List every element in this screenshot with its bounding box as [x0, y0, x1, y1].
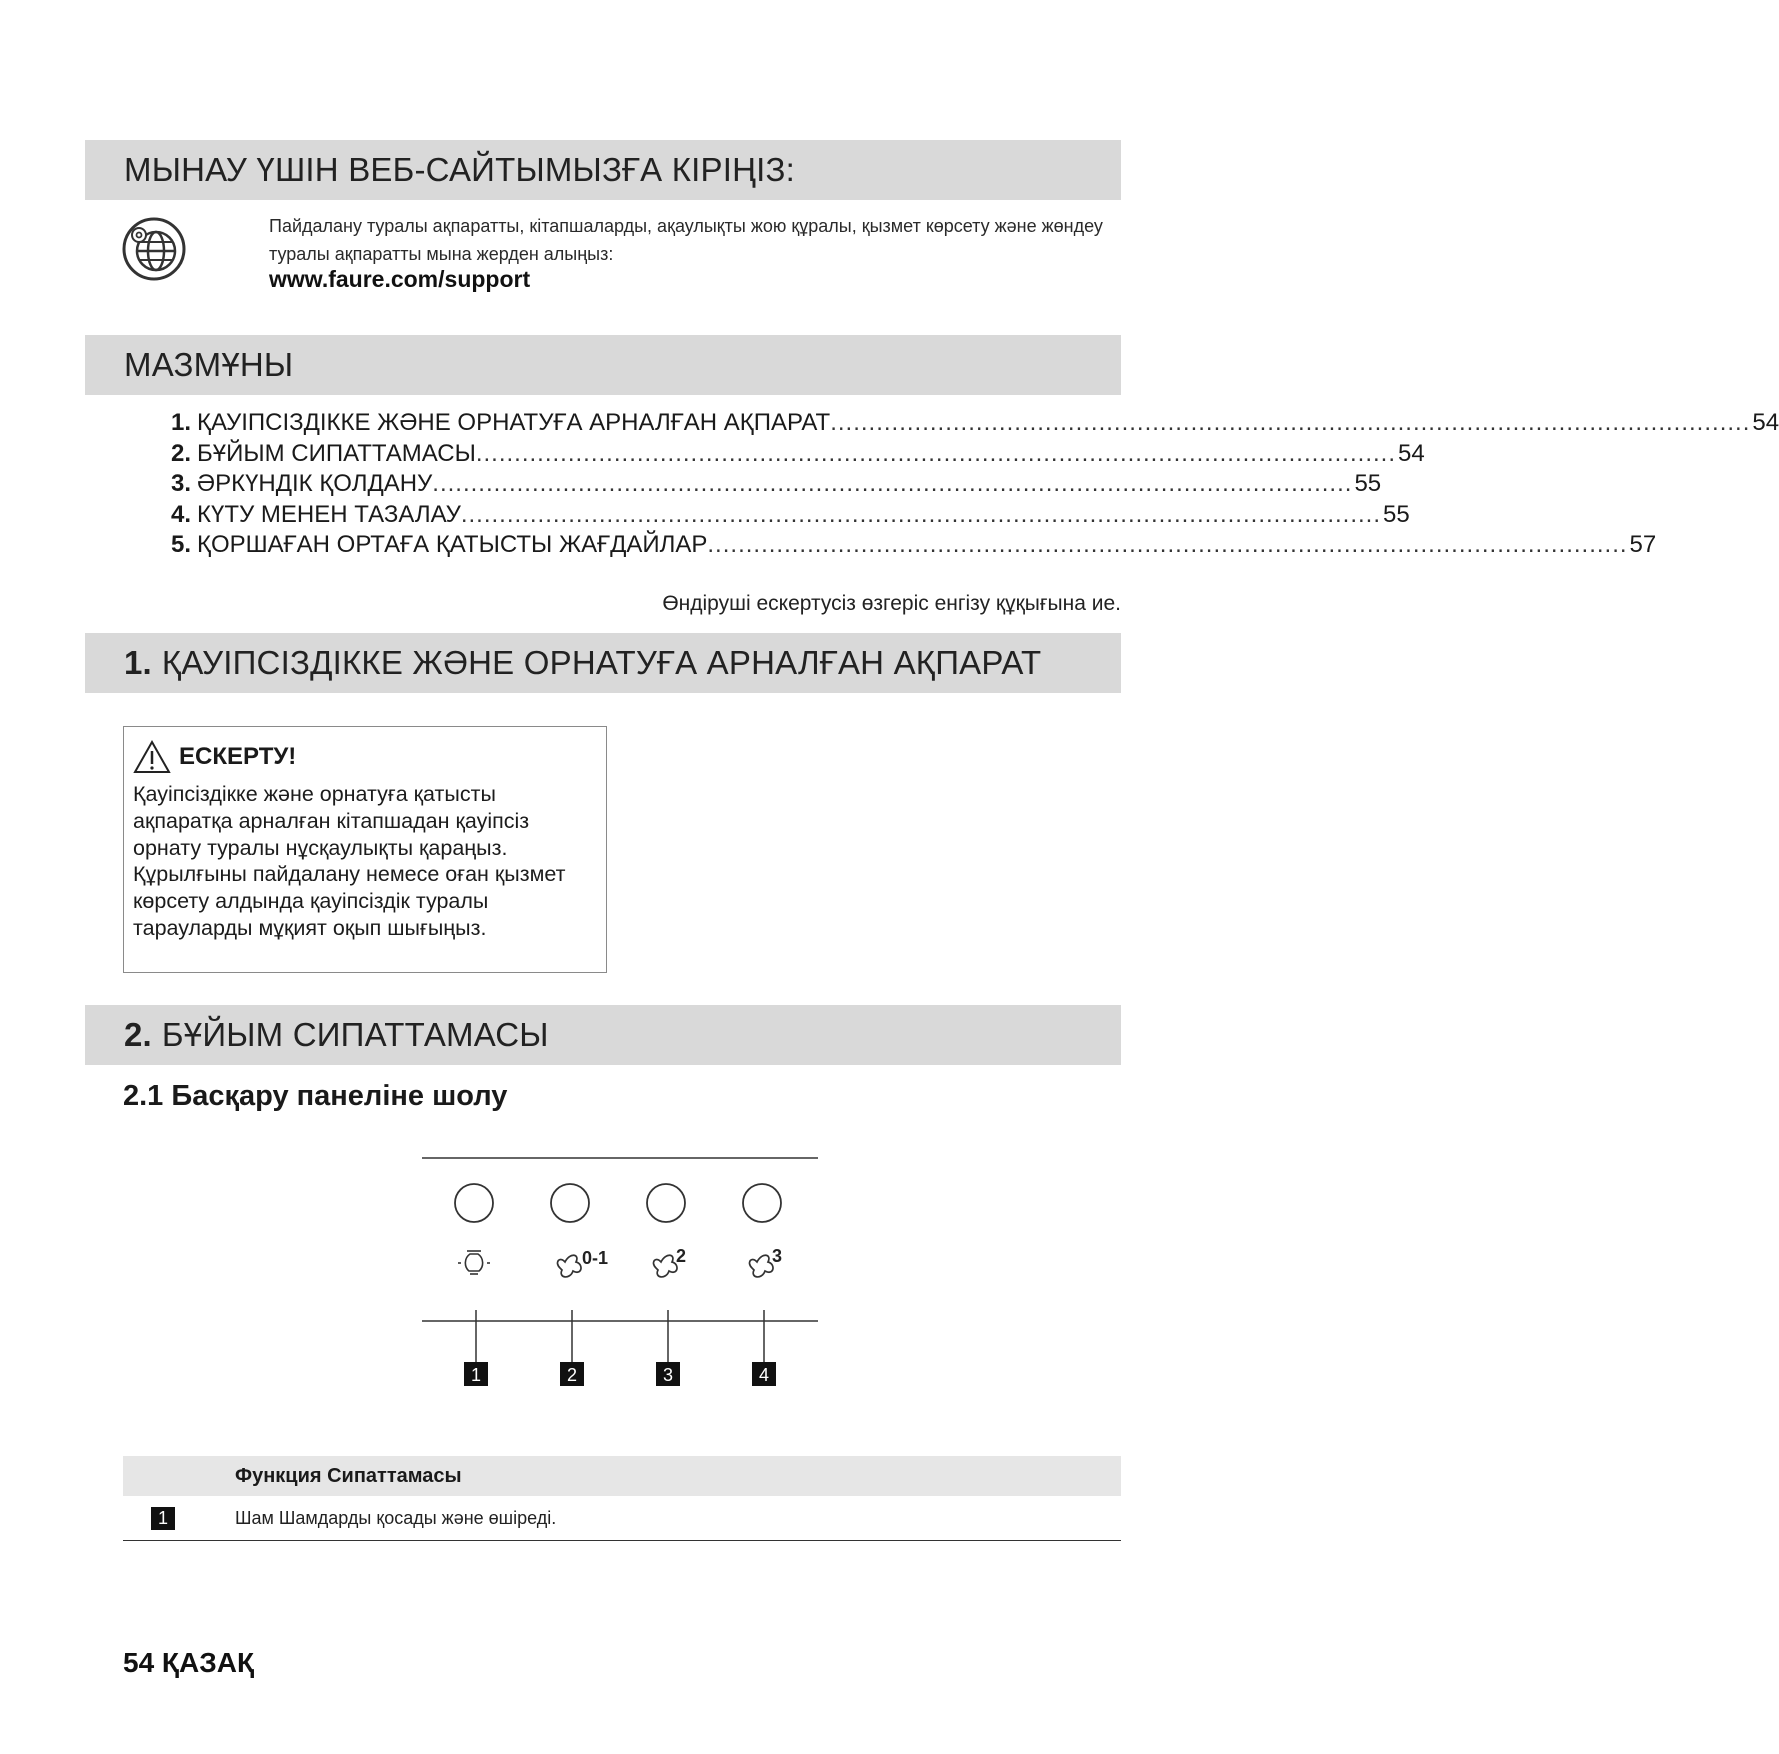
warning-text: Қауіпсіздікке және орнатуға қатысты ақпаратқа арналған кітапшадан қауіпсіз орнату туралы нұсқаулықты қараңыз. Құрылғыны пайдалану немесе оған қызмет көрсету алдында қауіпсіздік туралы тарауларды мұқият оқып шығыңыз. — [133, 782, 566, 940]
fan-label-0-1: 0-1 — [582, 1248, 609, 1268]
control-panel-diagram — [420, 1150, 820, 1400]
warning-title: ЕСКЕРТУ! — [179, 743, 297, 770]
toc-leader: ........................................................................................................................ — [707, 531, 1628, 559]
fan-speed-3-icon — [749, 1255, 773, 1277]
toc-leader: ........................................................................................................................ — [432, 470, 1353, 498]
button-2 — [551, 1184, 589, 1222]
toc-item[interactable]: 1. ҚАУІПСІЗДІККЕ ЖӘНЕ ОРНАТУҒА АРНАЛҒАН АҚПАРАТ ........................................................................................................................ 54 — [171, 409, 1779, 437]
section2-title: БҰЙЫМ СИПАТТАМАСЫ — [161, 1016, 549, 1053]
callout-1: 1 — [470, 1365, 482, 1385]
function-table — [123, 1456, 1121, 1541]
button-1 — [455, 1184, 493, 1222]
table-row — [123, 1496, 1121, 1541]
callout-2: 2 — [566, 1365, 578, 1385]
support-url[interactable]: www.faure.com/support — [269, 266, 531, 292]
page-footer: 54 ҚАЗАҚ — [123, 1647, 255, 1678]
button-3 — [647, 1184, 685, 1222]
website-heading-band — [85, 140, 1121, 200]
warning-box — [123, 726, 607, 973]
website-heading: МЫНАУ ҮШІН ВЕБ-САЙТЫМЫЗҒА КІРІҢІЗ: — [124, 151, 796, 188]
warning-triangle-icon — [133, 740, 171, 774]
row-description: Шам Шамдарды қосады және өшіреді. — [235, 1507, 557, 1528]
section1-number: 1. — [124, 644, 152, 681]
section2-number: 2. — [124, 1016, 152, 1053]
table-header: Функция Сипаттамасы — [123, 1456, 1121, 1496]
toc-leader: ........................................................................................................................ — [475, 439, 1396, 467]
fan-label-2: 2 — [676, 1246, 687, 1266]
globe-icon — [121, 216, 187, 282]
fan-speed-2-icon — [653, 1255, 677, 1277]
toc-heading-band — [85, 335, 1121, 395]
callout-3: 3 — [662, 1365, 674, 1385]
section2-heading-band — [85, 1005, 1121, 1065]
row-number-badge: 1 — [151, 1507, 175, 1530]
light-bulb-icon — [458, 1251, 490, 1274]
button-4 — [743, 1184, 781, 1222]
section1-title: ҚАУІПСІЗДІККЕ ЖӘНЕ ОРНАТУҒА АРНАЛҒАН АҚПАРАТ — [161, 644, 1042, 681]
toc-item[interactable]: 3. ӘРКҮНДІК ҚОЛДАНУ ........................................................................................................................ 55 — [171, 470, 1382, 498]
toc-heading: МАЗМҰНЫ — [124, 346, 294, 383]
toc-leader: ........................................................................................................................ — [460, 500, 1381, 528]
fan-speed-1-icon — [557, 1255, 581, 1277]
website-description: Пайдалану туралы ақпаратты, кітапшаларды, ақаулықты жою құралы, қызмет көрсету және жөндеу туралы ақпаратты мына жерден алыңыз: — [269, 216, 1103, 264]
toc-leader: ........................................................................................................................ — [830, 409, 1751, 437]
section1-heading-band — [85, 633, 1121, 693]
callout-4: 4 — [758, 1365, 770, 1385]
fan-label-3: 3 — [772, 1246, 783, 1266]
toc-item[interactable]: 2. БҰЙЫМ СИПАТТАМАСЫ ........................................................................................................................ 54 — [171, 439, 1425, 467]
subsection-heading: 2.1 Басқару панеліне шолу — [123, 1080, 508, 1112]
toc-item[interactable]: 5. ҚОРШАҒАН ОРТАҒА ҚАТЫСТЫ ЖАҒДАЙЛАР ........................................................................................................................ 57 — [171, 531, 1657, 559]
manufacturer-notice: Өндіруші ескертусіз өзгеріс енгізу құқығына ие. — [662, 592, 1121, 615]
toc-item[interactable]: 4. КҮТУ МЕНЕН ТАЗАЛАУ ........................................................................................................................ 55 — [171, 500, 1410, 528]
table-of-contents — [171, 408, 1779, 561]
